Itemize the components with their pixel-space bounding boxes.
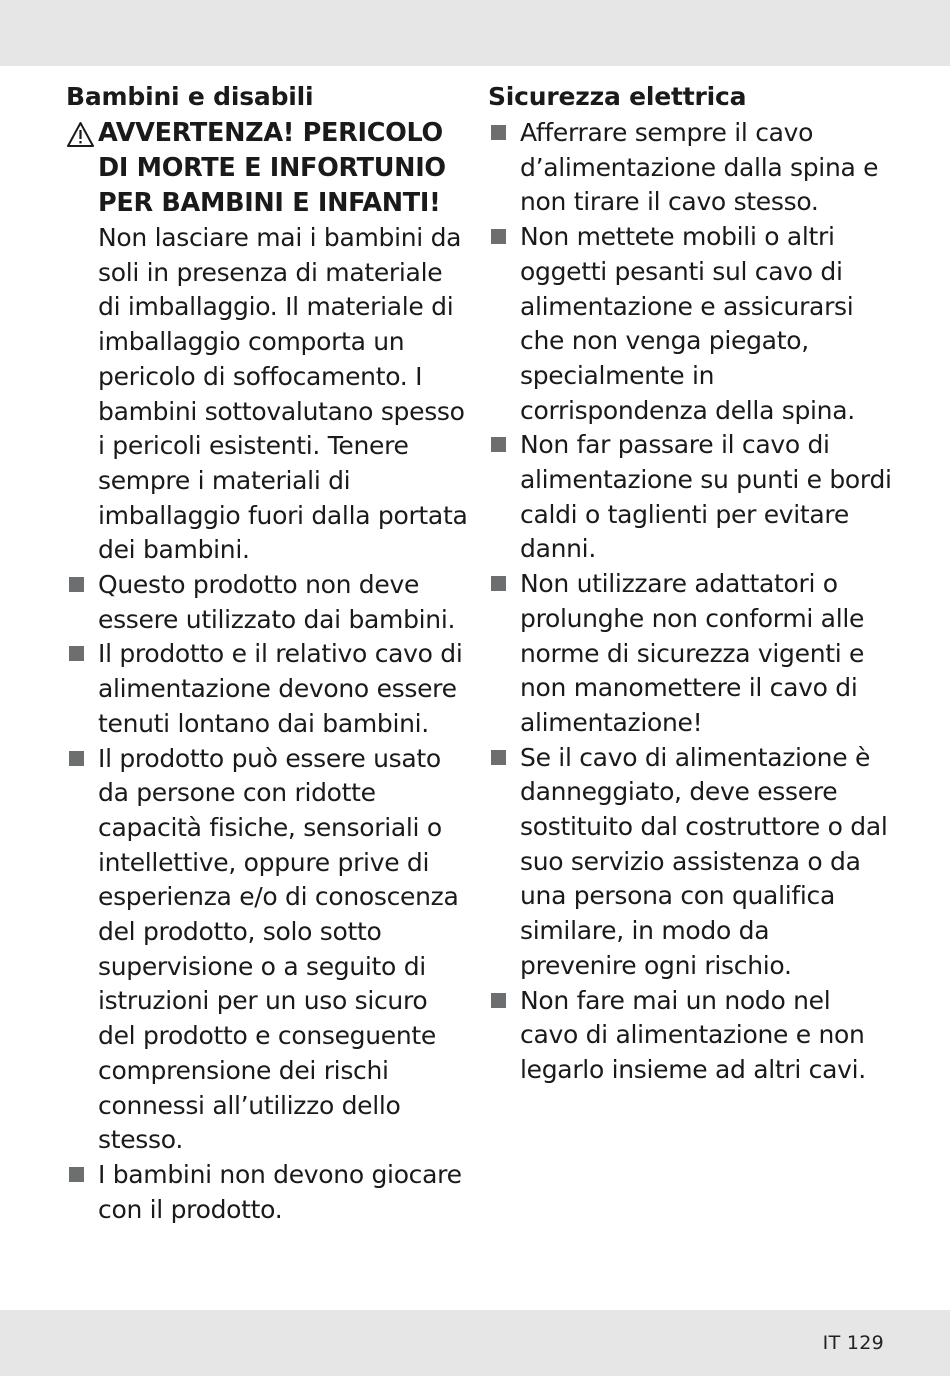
bullet-square-icon bbox=[491, 437, 506, 452]
warning-block bbox=[66, 116, 471, 221]
list-item-text: Afferrare sempre il cavo d’alimentazione dalla spina e non tirare il cavo stesso. bbox=[520, 118, 879, 217]
electrical-safety-list bbox=[488, 116, 893, 1088]
list-item bbox=[488, 741, 893, 984]
list-item bbox=[66, 637, 471, 741]
list-item-text: Non far passare il cavo di alimentazione su punti e bordi caldi o taglienti per evitare danni. bbox=[520, 430, 892, 564]
header-band bbox=[0, 0, 950, 66]
warning-body: Non lasciare mai i bambini da soli in presenza di materiale di imballaggio. Il materiale di imballaggio comporta un pericolo di soffocamento. I bambini sottovalutano spesso i pericoli esistenti. Tenere sempre i materiali di imballaggio fuori dalla portata dei bambini. bbox=[98, 223, 468, 565]
list-item bbox=[66, 568, 471, 637]
list-item-text: Se il cavo di alimentazione è danneggiato, deve essere sostituito dal costruttore o dal suo servizio assistenza o da una persona con qualifica similare, in modo da prevenire ogni rischio. bbox=[520, 742, 888, 980]
list-item bbox=[488, 220, 893, 428]
list-item-text: I bambini non devono giocare con il prodotto. bbox=[98, 1159, 462, 1224]
list-item bbox=[488, 984, 893, 1088]
section-heading-electrical: Sicurezza elettrica bbox=[488, 82, 747, 111]
right-column bbox=[488, 80, 893, 1088]
list-item-text: Questo prodotto non deve essere utilizzato dai bambini. bbox=[98, 570, 456, 634]
bullet-square-icon bbox=[491, 229, 506, 244]
children-safety-list bbox=[66, 568, 471, 1227]
bullet-square-icon bbox=[491, 993, 506, 1008]
bullet-square-icon bbox=[69, 1167, 84, 1182]
warning-title: AVVERTENZA! PERICOLO DI MORTE E INFORTUNIO PER BAMBINI E INFANTI! bbox=[98, 118, 446, 218]
list-item-text: Non utilizzare adattatori o prolunghe non conformi alle norme di sicurezza vigenti e non manomettere il cavo di alimentazione! bbox=[520, 569, 865, 737]
left-column bbox=[66, 80, 471, 1227]
bullet-square-icon bbox=[69, 751, 84, 766]
bullet-square-icon bbox=[69, 577, 84, 592]
bullet-square-icon bbox=[491, 576, 506, 591]
warning-triangle-icon bbox=[66, 121, 95, 148]
list-item-text: Il prodotto può essere usato da persone con ridotte capacità fisiche, sensoriali o intellettive, oppure prive di esperienza e/o di conoscenza del prodotto, solo sotto supervisione o a seguito di istruzioni per un uso sicuro del prodotto e conseguente comprensione dei rischi connessi all’utilizzo dello stesso. bbox=[98, 743, 459, 1155]
footer-band bbox=[0, 1310, 950, 1376]
list-item-text: Non mettete mobili o altri oggetti pesanti sul cavo di alimentazione e assicurarsi che non venga piegato, specialmente in corrispondenza della spina. bbox=[520, 222, 855, 425]
page-number: IT 129 bbox=[822, 1332, 884, 1354]
list-item bbox=[488, 567, 893, 741]
list-item bbox=[488, 428, 893, 567]
bullet-square-icon bbox=[491, 125, 506, 140]
section-heading-children: Bambini e disabili bbox=[66, 82, 314, 111]
bullet-square-icon bbox=[491, 750, 506, 765]
list-item-text: Non fare mai un nodo nel cavo di alimentazione e non legarlo insieme ad altri cavi. bbox=[520, 985, 866, 1084]
list-item bbox=[66, 1158, 471, 1227]
bullet-square-icon bbox=[69, 646, 84, 661]
list-item bbox=[66, 742, 471, 1158]
list-item-text: Il prodotto e il relativo cavo di alimentazione devono essere tenuti lontano dai bambini. bbox=[98, 639, 463, 738]
list-item bbox=[488, 116, 893, 220]
